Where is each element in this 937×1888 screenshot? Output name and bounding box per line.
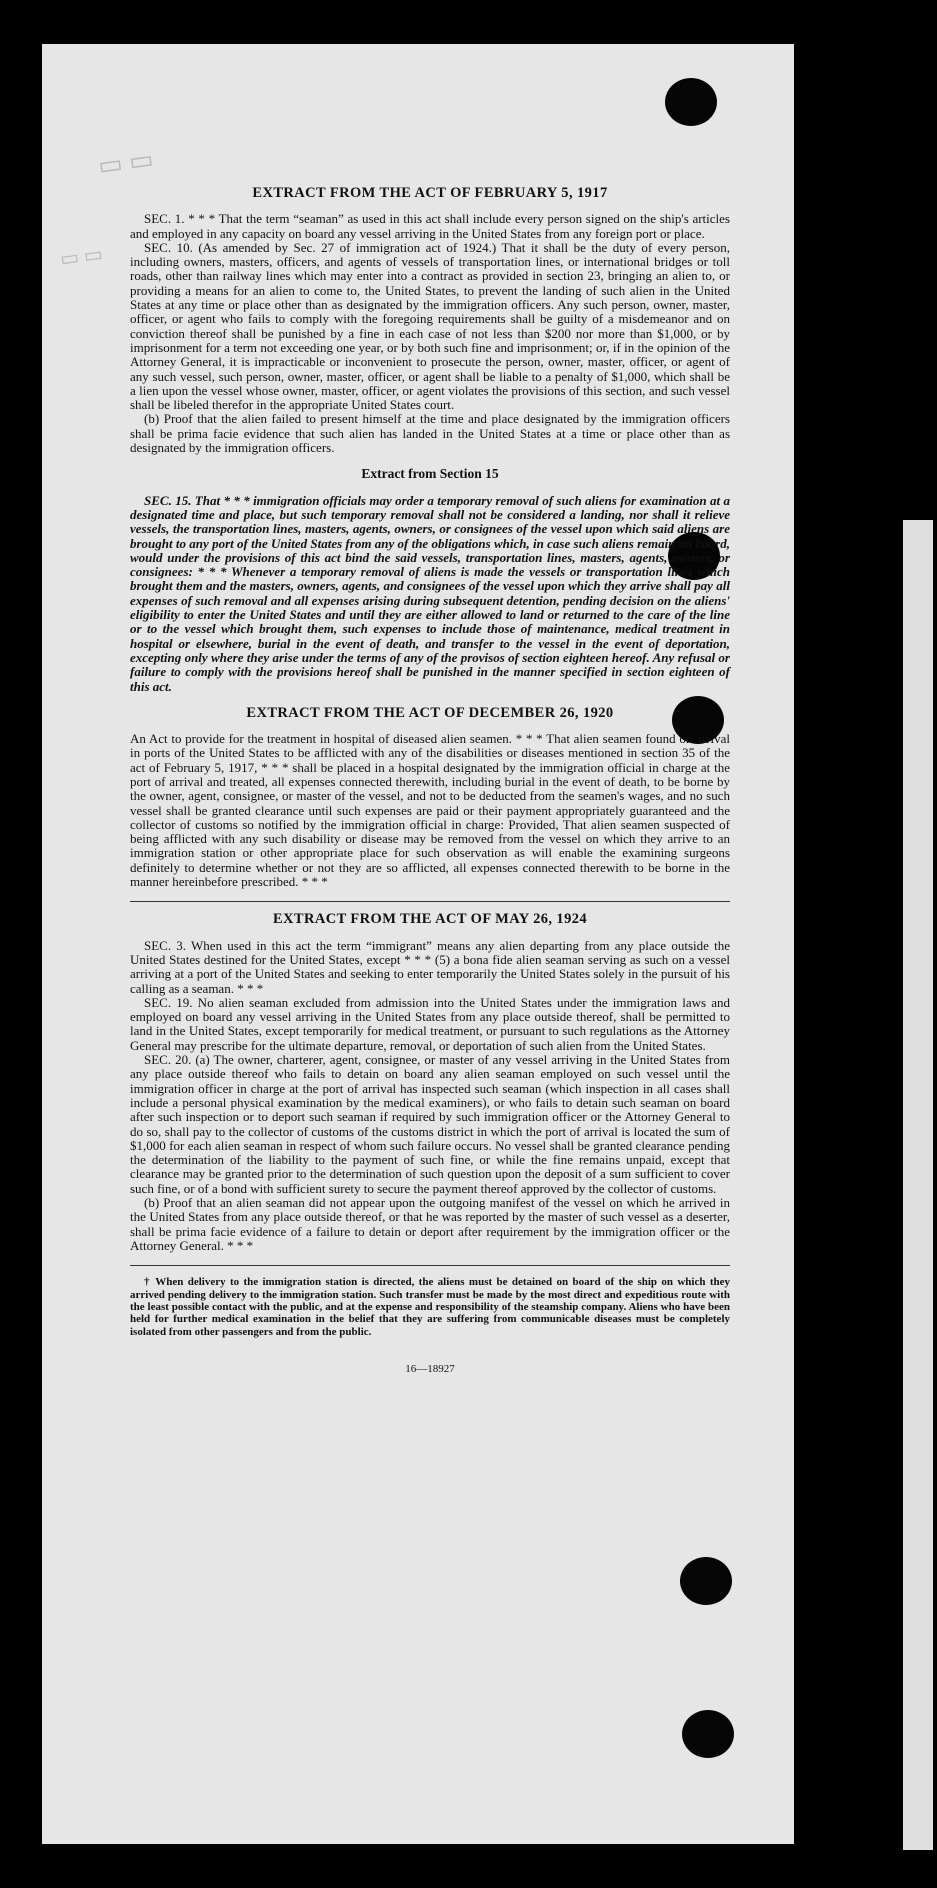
heading-act-1924: EXTRACT FROM THE ACT OF MAY 26, 1924 [272, 911, 588, 928]
page-number: 16—18927 [405, 1363, 455, 1376]
footnote: † When delivery to the immigration station is directed, the aliens must be detained on board of the ship on which they arrived pending delivery to the immigration station. Such transfer must be made by the most direct and expeditious route with the least possible contact with the public, and at the expense and responsibility of the steamship company. Aliens who have been held for further medical examination in the belief that they are suffering from communicable diseases must be completely isolated from other passengers and from the public. [130, 1276, 730, 1338]
adjacent-page-edge [903, 520, 933, 1850]
document-body [130, 186, 730, 1377]
paragraph-sec-1: SEC. 1. * * * That the term “seaman” as used in this act shall include every person signed on the ship's articles and employed in any capacity on board any vessel arriving in the United States from any foreign port or place. [130, 211, 730, 241]
paragraph-act-1920: An Act to provide for the treatment in hospital of diseased alien seamen. * * * That alien seamen found on arrival in ports of the United States to be afflicted with any of the disabilities or diseases mentioned in section 35 of the act of February 5, 1917, * * * shall be placed in a hospital designated by the immigration official in charge at the port of arrival and treated, all expenses connected therewith, including burial in the event of death, to be borne by the owner, agent, consignee, or master of the vessel, and not to be deducted from the seamen's wages, and no such vessel shall be granted clearance until such expenses are paid or their payment appropriately guaranteed and the collector of customs so notified by the immigration official in charge: Provided, That alien seamen suspected of being afflicted with any such disability or disease may be removed from the vessel on which they arrive to an immigration station or other appropriate place for such observation as will enable the examining surgeons definitely to determine whether or not they are so afflicted, all expenses connected therewith to be borne in the manner hereinbefore prescribed. * * * [130, 731, 730, 890]
punch-hole [682, 1710, 734, 1758]
paragraph-sec-10: SEC. 10. (As amended by Sec. 27 of immigration act of 1924.) That it shall be the duty of every person, including owners, masters, officers, and agents of vessels of transportation lines, or international bridges or toll roads, other than railway lines which may enter into a contract as provided in section 23, bringing an alien to, or providing a means for an alien to come to, the United States, to prevent the landing of such alien in the United States at any time or place other than as designated by the immigration officers. Any such person, owner, master, officer, or agent who fails to comply with the foregoing requirements shall be guilty of a misdemeanor and on conviction thereof shall be punished by a fine in each case of not less than $200 nor more than $1,000, or by imprisonment for a term not exceeding one year, or by both such fine and imprisonment; or, if in the opinion of the Attorney General, it is impracticable or inconvenient to prosecute the person, owner, master, officer, or agent of any such vessel, such person, owner, master, officer, or agent shall be liable to a penalty of $1,000, which shall be a lien upon the vessel whose owner, master, officer, or agent violates the provisions of this section, and such vessel shall be libeled therefor in the appropriate United States court. [130, 239, 730, 413]
paragraph-sec-15: SEC. 15. That * * * immigration officials may order a temporary removal of such aliens for examination at a designated time and place, but such temporary removal shall not be considered a landing, nor shall it relieve vessels, the transportation lines, masters, agents, owners, or consignees of the vessel upon which said aliens are brought to any port of the United States from any of the obligations which, in case such aliens remain on board, would under the provisions of this act bind the said vessels, transportation lines, masters, agents, owners, or consignees: * * * Whenever a temporary removal of aliens is made the vessels or transportation lines which brought them and the masters, owners, agents, and consignees of the vessel upon which they arrive shall pay all expenses of such removal and all expenses arising during subsequent detention, pending decision on the aliens' eligibility to enter the United States and until they are either allowed to land or returned to the care of the line or to the vessel which brought them, such expenses to include those of maintenance, medical treatment in hospital or elsewhere, burial in the event of death, and transfer to the vessel in the event of deportation, excepting only where they arise under the terms of any of the provisos of section eighteen hereof. Any refusal or failure to comply with the provisions hereof shall be punished in the manner specified in section eighteen of this act. [130, 492, 730, 694]
heading-act-1917: EXTRACT FROM THE ACT OF FEBRUARY 5, 1917 [252, 185, 608, 201]
punch-hole [665, 78, 717, 126]
paragraph-sec-19: SEC. 19. No alien seaman excluded from admission into the United States under the immigration laws and employed on board any vessel arriving in the United States from any place outside thereof, shall be permitted to land in the United States, except temporarily for medical treatment, or pursuant to such regulations as the Attorney General may prescribe for the ultimate departure, removal, or deportation of such alien from the United States. [130, 994, 730, 1053]
faint-stamp-mark: ▭ ▭ [58, 243, 105, 271]
divider [130, 901, 730, 902]
paragraph-sec-20a: SEC. 20. (a) The owner, charterer, agent, consignee, or master of any vessel arriving in the United States from any place outside thereof who fails to detain on board any alien seaman employed on such vessel until the immigration officer in charge at the port of arrival has inspected such seaman (which inspection in all cases shall include a personal physical examination by the medical examiners), or who fails to detain such seaman on board after such inspection or to deport such seaman if required by such immigration officer or the Attorney General to do so, shall pay to the collector of customs of the customs district in which the port of arrival is located the sum of $1,000 for each alien seaman in respect of whom such failure occurs. No vessel shall be granted clearance pending the determination of the liability to the payment of such fine, or while the fine remains unpaid, except that clearance may be granted prior to the determination of such question upon the deposit of a sum sufficient to cover such fine, or of a bond with sufficient surety to secure the payment thereof approved by the collector of customs. [130, 1052, 730, 1196]
heading-act-1920: EXTRACT FROM THE ACT OF DECEMBER 26, 1920 [246, 704, 614, 721]
paragraph-sec-10b: (b) Proof that the alien failed to present himself at the time and place designated by the immigration officers shall be prima facie evidence that such alien has landed in the United States at a time or place other than as designated by the immigration officers. [130, 411, 730, 456]
paragraph-sec-3: SEC. 3. When used in this act the term “immigrant” means any alien departing from any place outside the United States destined for the United States, except * * * (5) a bona fide alien seaman serving as such on a vessel arriving at a port of the United States and seeking to enter temporarily the United States solely in the pursuit of his calling as a seaman. * * * [130, 937, 730, 996]
paragraph-sec-20b: (b) Proof that an alien seaman did not appear upon the outgoing manifest of the vessel on which he arrived in the United States from any place outside thereof, or that he was reported by the master of such vessel as a deserter, shall be prima facie evidence of a failure to detain or deport after requirement by the immigration officer or the Attorney General. * * * [130, 1195, 730, 1253]
punch-hole [680, 1557, 732, 1605]
heading-section-15: Extract from Section 15 [361, 466, 499, 482]
footnote-divider [130, 1265, 730, 1266]
faint-stamp-mark: ▭ ▭ [96, 144, 156, 181]
